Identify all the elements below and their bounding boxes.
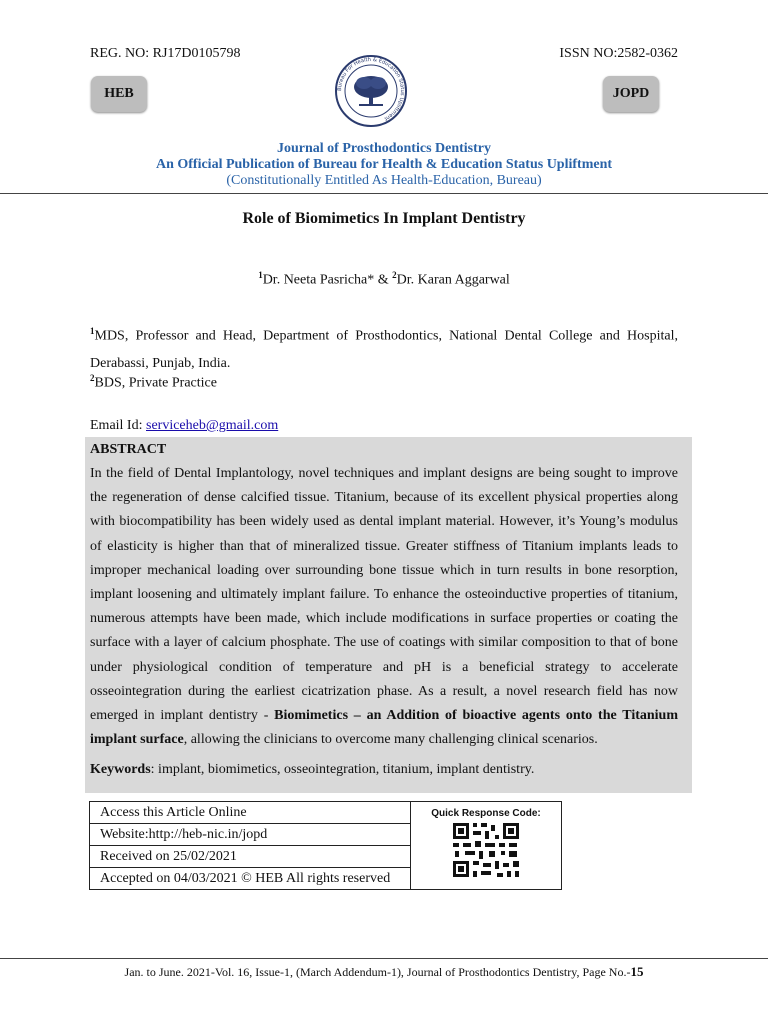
footer-text: Jan. to June. 2021-Vol. 16, Issue-1, (March Addendum-1), Journal of Prosthodontics Dentistry, Page No.-	[124, 965, 631, 979]
journal-publisher: An Official Publication of Bureau for Health & Education Status Upliftment	[155, 157, 613, 172]
seal-ring-text: Bureau For Health & Education Status Upliftment	[336, 56, 406, 122]
author1-superscript: 1	[258, 270, 263, 280]
page-number: 15	[630, 964, 644, 979]
qr-code-image[interactable]	[451, 821, 521, 879]
affiliation-2	[90, 365, 678, 397]
journal-name: Journal of Prosthodontics Dentistry	[276, 141, 492, 156]
page-footer	[0, 964, 768, 980]
author2-superscript: 2	[392, 270, 397, 280]
abstract-text-part2: , allowing the clinicians to overcome many challenging clinical scenarios.	[183, 732, 598, 748]
keywords-list: : implant, biomimetics, osseointegration, titanium, implant dentistry.	[150, 762, 535, 777]
article-info-table	[89, 801, 562, 890]
aff1-superscript: 1	[90, 326, 95, 336]
email-line	[90, 418, 278, 434]
email-label: Email Id:	[90, 418, 146, 433]
heb-badge: HEB	[91, 76, 147, 112]
article-title: Role of Biomimetics In Implant Dentistry	[242, 210, 526, 227]
info-row-accepted: Accepted on 04/03/2021 © HEB All rights reserved	[90, 868, 411, 890]
abstract-text-part1: In the field of Dental Implantology, novel techniques and implant designs are being sought to improve the regeneration of dense calcified tissue. Titanium, because of its excellent physical properties along with biocompatibility has been widely used as dental implant material. However, it’s Young’s modulus of elasticity is higher than that of mineralized tissue. Greater stiffness of Titanium implants leads to improper mechanical loading over surrounding bone tissue which in turn results in bone resorption, implant loosening and ultimately implant failure. To enhance the osteoinductive properties of titanium, numerous attempts have been made, which include modifications in surface properties or coating the surface with a layer of calcium phosphate. The use of coatings with similar composition to that of bone under physiological condition of temperature and pH is a beneficial strategy to accelerate osseointegration during the earliest cicatrization phase. As a result, a novel research field has now emerged in implant dentistry -	[90, 466, 678, 724]
abstract-text-bold: Biomimetics – an Addition of bioactive agents onto the Titanium implant surface	[90, 708, 678, 748]
affiliation-1-text: MDS, Professor and Head, Department of Prosthodontics, National Dental College and Hospital, Derabassi, Punjab, India.	[90, 328, 678, 371]
author-line	[0, 270, 768, 289]
jopd-badge: JOPD	[603, 76, 659, 112]
qr-code-cell	[411, 802, 562, 890]
qr-code-label: Quick Response Code:	[431, 808, 541, 819]
abstract-body	[90, 462, 678, 752]
journal-entitled-note: (Constitutionally Entitled As Health-Education, Bureau)	[226, 173, 542, 188]
affiliation-2-text: BDS, Private Practice	[94, 375, 217, 391]
header-divider	[0, 193, 768, 194]
keywords-line	[90, 762, 534, 778]
author-2: Dr. Karan Aggarwal	[396, 272, 510, 288]
aff2-superscript: 2	[90, 373, 95, 383]
issn-number: ISSN NO:2582-0362	[559, 46, 678, 61]
info-row-received: Received on 25/02/2021	[90, 846, 411, 868]
email-link[interactable]: serviceheb@gmail.com	[146, 418, 279, 433]
bureau-seal-logo	[334, 54, 408, 128]
info-row-website: Website:http://heb-nic.in/jopd	[90, 824, 411, 846]
abstract-heading: ABSTRACT	[90, 442, 167, 457]
author-1: Dr. Neeta Pasricha* &	[262, 272, 393, 288]
registration-number: REG. NO: RJ17D0105798	[90, 46, 241, 61]
keywords-label: Keywords	[90, 762, 151, 777]
footer-divider	[0, 958, 768, 959]
info-row-access: Access this Article Online	[90, 802, 411, 824]
